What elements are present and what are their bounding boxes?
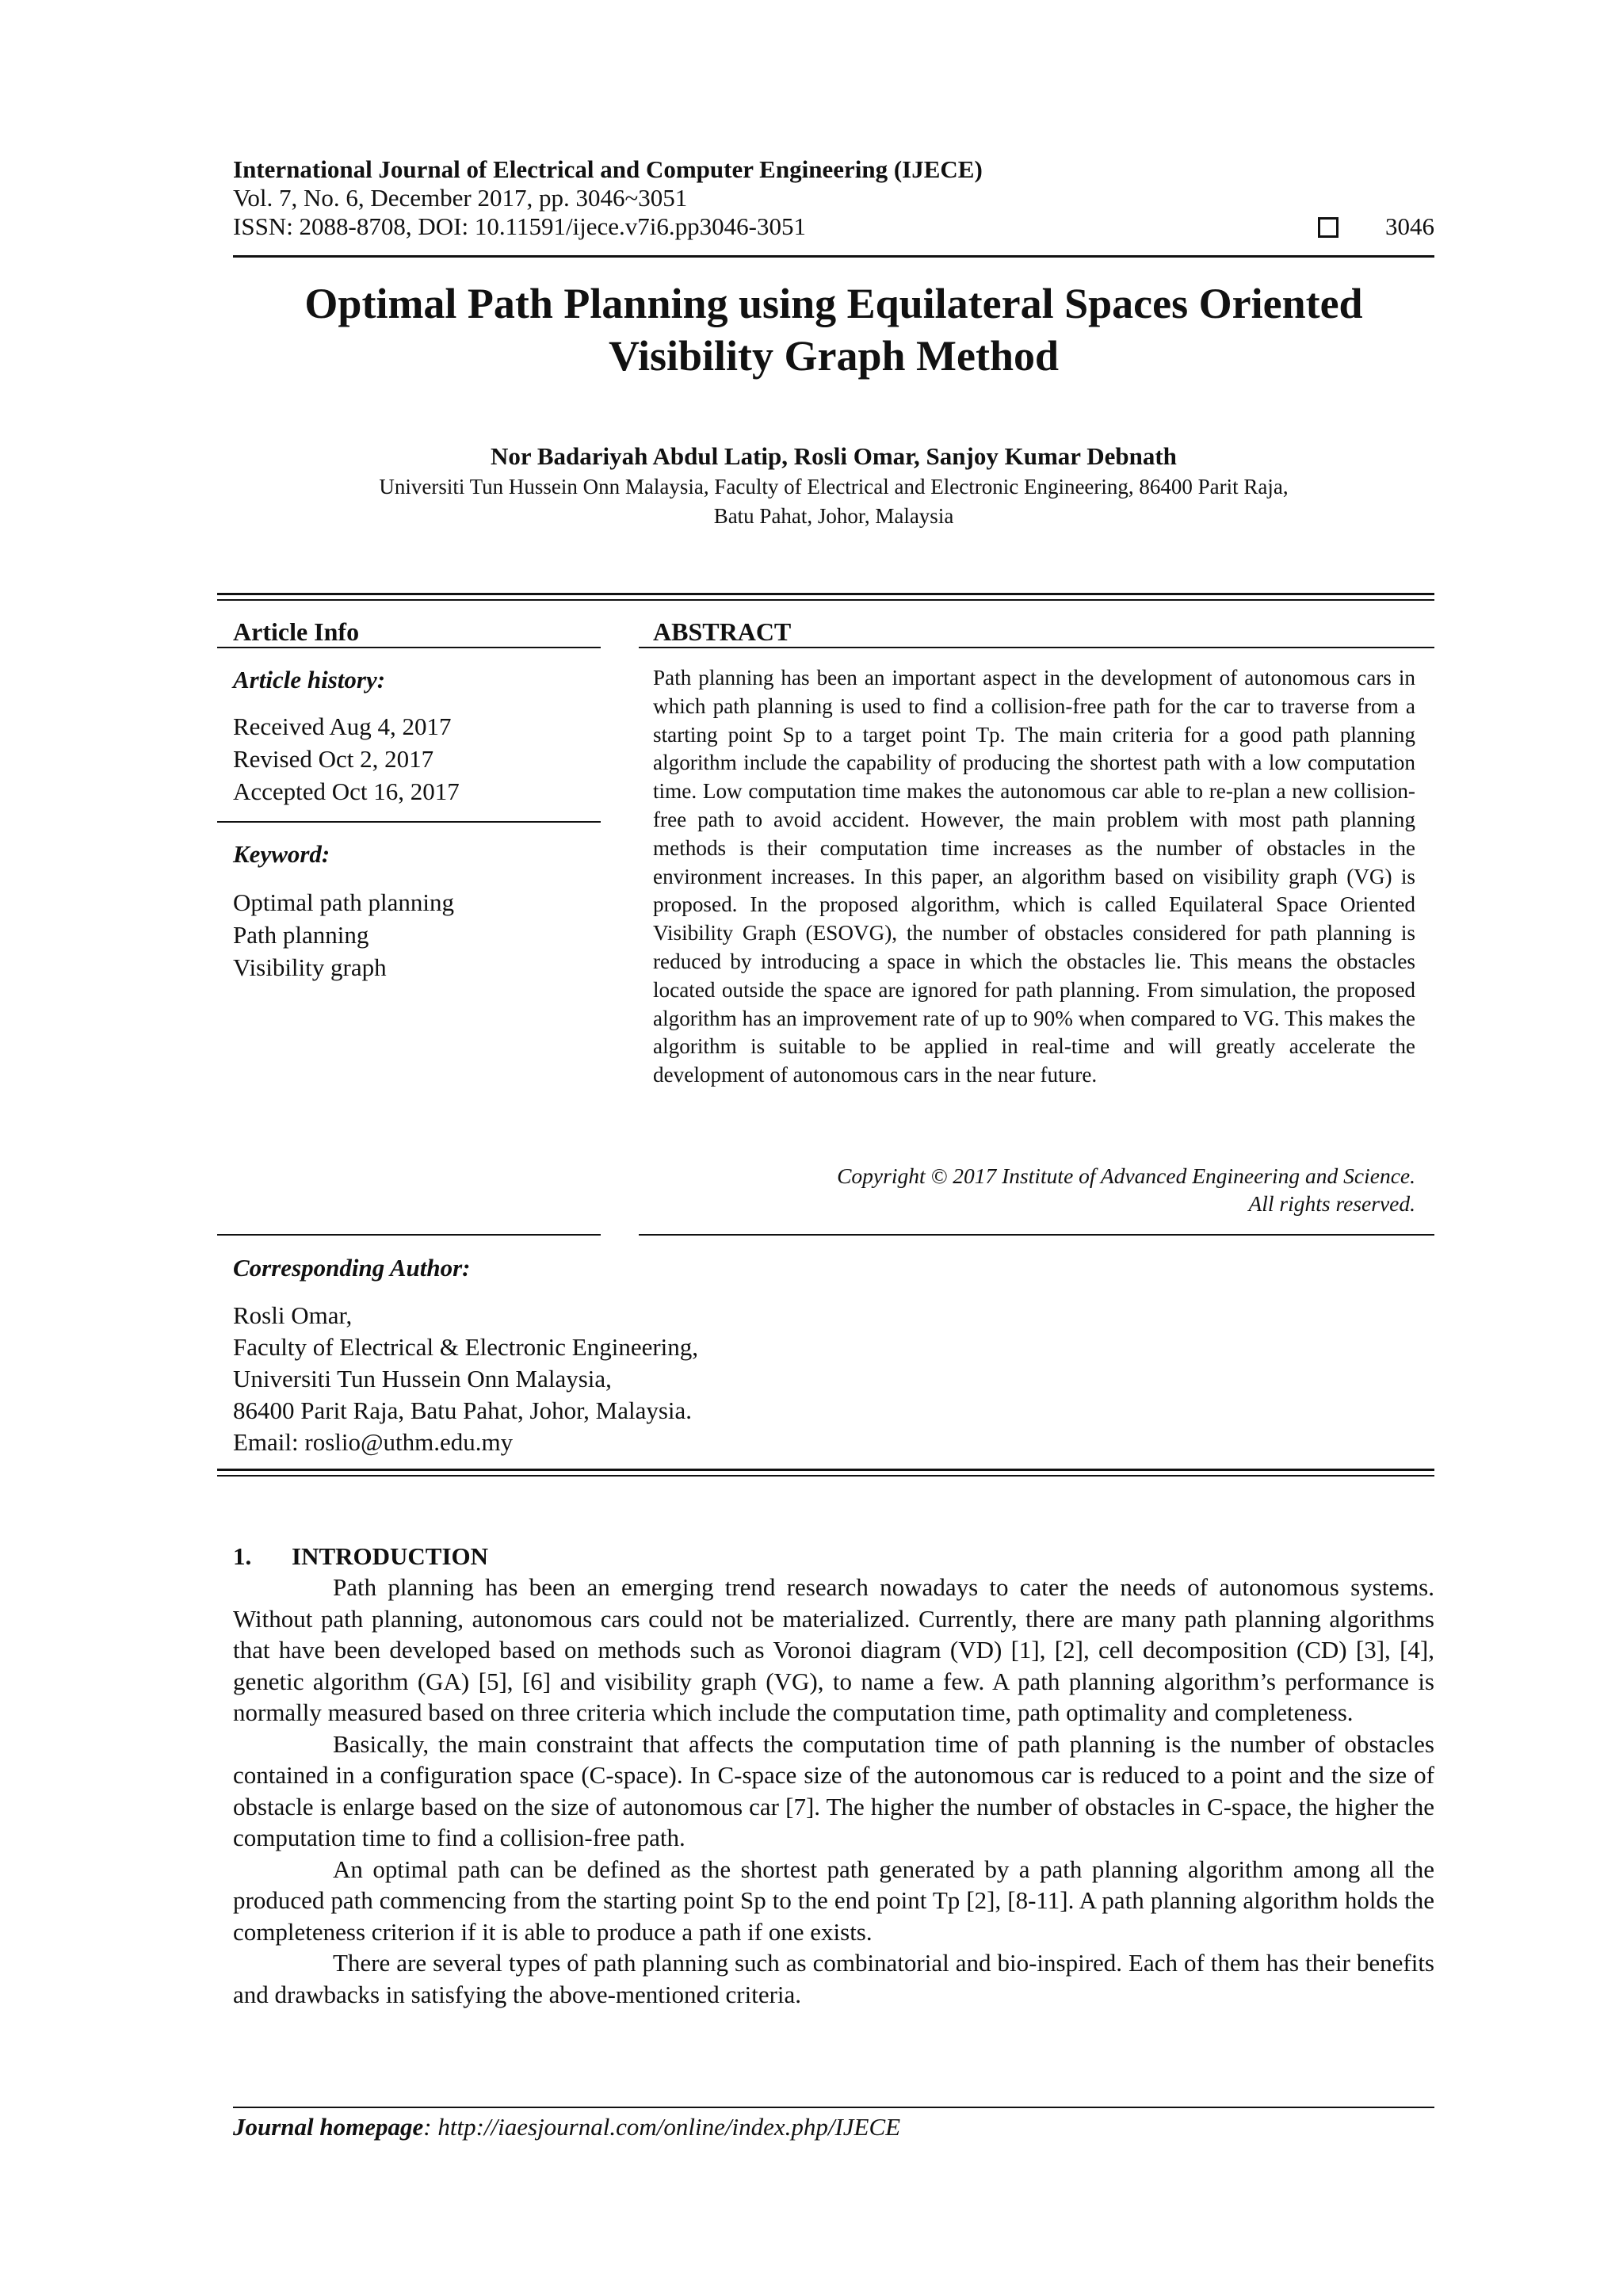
paragraph: Path planning has been an emerging trend research nowadays to cater the needs of autonomous systems. Without path planning, autonomous cars could not be materialized. Currently, there are many path planning algorithms that have been developed based on methods such as Voronoi diagram (VD) [1], [2], cell decomposition (CD) [3], [4], genetic algorithm (GA) [5], [6] and visibility graph (VG), to name a few. A path planning algorithm’s performance is normally measured based on three criteria which include the computation time, path optimality and completeness.	[233, 1573, 1434, 1726]
section-heading	[233, 1542, 488, 1571]
author-affiliation	[233, 472, 1434, 531]
keyword-list	[233, 886, 454, 984]
paper-title: Optimal Path Planning using Equilateral Spaces Oriented Visibility Graph Method	[304, 280, 1363, 380]
page-number: 3046	[1385, 212, 1434, 240]
homepage-label: Journal homepage	[233, 2113, 424, 2141]
keyword-item: Visibility graph	[233, 953, 387, 981]
keyword-item: Path planning	[233, 921, 369, 949]
column-rule	[639, 647, 1434, 648]
author-line: Rosli Omar,	[233, 1301, 353, 1329]
column-rule	[217, 647, 601, 648]
introduction-body	[233, 1572, 1434, 2010]
column-rule	[639, 1234, 1434, 1236]
copyright-notice	[653, 1162, 1415, 1217]
footer-rule	[233, 2107, 1434, 2108]
affiliation-line: Batu Pahat, Johor, Malaysia	[713, 504, 954, 528]
author-line: Faculty of Electrical & Electronic Engineering,	[233, 1333, 699, 1361]
column-rule	[217, 1234, 601, 1236]
box-bottom-rule	[217, 1475, 1434, 1477]
author-email[interactable]: Email: roslio@uthm.edu.my	[233, 1428, 514, 1456]
paragraph: An optimal path can be defined as the shortest path generated by a path planning algorithm among all the produced path commencing from the starting point Sp to the end point Tp [2], [8-11]. A path planning algorithm holds the completeness criterion if it is able to produce a path if one exists.	[233, 1855, 1434, 1946]
article-info-heading: Article Info	[233, 617, 360, 646]
corresponding-author-heading: Corresponding Author:	[233, 1254, 471, 1282]
box-top-rule	[217, 593, 1434, 595]
article-history-heading: Article history:	[233, 666, 386, 693]
corresponding-author	[233, 1300, 698, 1458]
abstract-text: Path planning has been an important aspect in the development of autonomous cars in which path planning is used to find a collision-free path for the car to traverse from a starting point Sp to a target point Tp. The main criteria for a good path planning algorithm include the capability of producing the shortest path with a low computation time. Low computation time makes the autonomous car able to re-plan a new collision-free path to avoid accident. However, the main problem with most path planning methods is their computation time increases as the number of obstacles in the environment increases. In this paper, an algorithm based on visibility graph (VG) is proposed. In the proposed algorithm, which is called Equilateral Space Oriented Visibility Graph (ESOVG), the number of obstacles considered for path planning is reduced by introducing a space in which the obstacles lie. This means the obstacles located outside the space are ignored for path planning. From simulation, the proposed algorithm has an improvement rate of up to 90% when compared to VG. This makes the algorithm is suitable to be applied in real-time and will greatly accelerate the development of autonomous cars in the near future.	[653, 666, 1415, 1087]
history-item: Revised Oct 2, 2017	[233, 745, 434, 773]
paragraph: Basically, the main constraint that affects the computation time of path planning is the number of obstacles contained in a configuration space (C-space). In C-space size of the autonomous car is reduced to a point and the size of obstacle is enlarge based on the size of autonomous car [7]. The higher the number of obstacles in C-space, the higher the computation time to find a collision-free path.	[233, 1729, 1434, 1851]
journal-issn: ISSN: 2088-8708, DOI: 10.11591/ijece.v7i6.pp3046-3051	[233, 212, 806, 240]
column-rule	[217, 821, 601, 823]
author-line: Universiti Tun Hussein Onn Malaysia,	[233, 1365, 612, 1392]
homepage-link[interactable]: : http://iaesjournal.com/online/index.php/IJECE	[423, 2113, 901, 2141]
section-number: 1.	[233, 1542, 252, 1570]
journal-volume: Vol. 7, No. 6, December 2017, pp. 3046~3051	[233, 184, 688, 212]
section-title: INTRODUCTION	[292, 1542, 489, 1570]
box-top-rule	[217, 599, 1434, 601]
copyright-line: Copyright © 2017 Institute of Advanced Engineering and Science.	[837, 1163, 1415, 1188]
history-item: Accepted Oct 16, 2017	[233, 777, 460, 805]
copyright-line: All rights reserved.	[1248, 1191, 1415, 1216]
affiliation-line: Universiti Tun Hussein Onn Malaysia, Faculty of Electrical and Electronic Engineering, 86400 Parit Raja,	[379, 475, 1289, 499]
abstract-heading: ABSTRACT	[653, 617, 792, 646]
keyword-heading: Keyword:	[233, 840, 330, 868]
journal-name: International Journal of Electrical and Computer Engineering (IJECE)	[233, 155, 983, 183]
author-line: 86400 Parit Raja, Batu Pahat, Johor, Malaysia.	[233, 1396, 693, 1424]
journal-homepage	[233, 2113, 900, 2141]
history-item: Received Aug 4, 2017	[233, 712, 452, 740]
header-rule	[233, 255, 1434, 258]
paper-authors: Nor Badariyah Abdul Latip, Rosli Omar, Sanjoy Kumar Debnath	[491, 442, 1177, 470]
article-history	[233, 710, 460, 808]
keyword-item: Optimal path planning	[233, 888, 454, 916]
checkbox-square-icon	[1318, 217, 1338, 238]
box-bottom-rule	[217, 1469, 1434, 1471]
paragraph: There are several types of path planning such as combinatorial and bio-inspired. Each of them has their benefits and drawbacks in satisfying the above-mentioned criteria.	[233, 1949, 1434, 2008]
